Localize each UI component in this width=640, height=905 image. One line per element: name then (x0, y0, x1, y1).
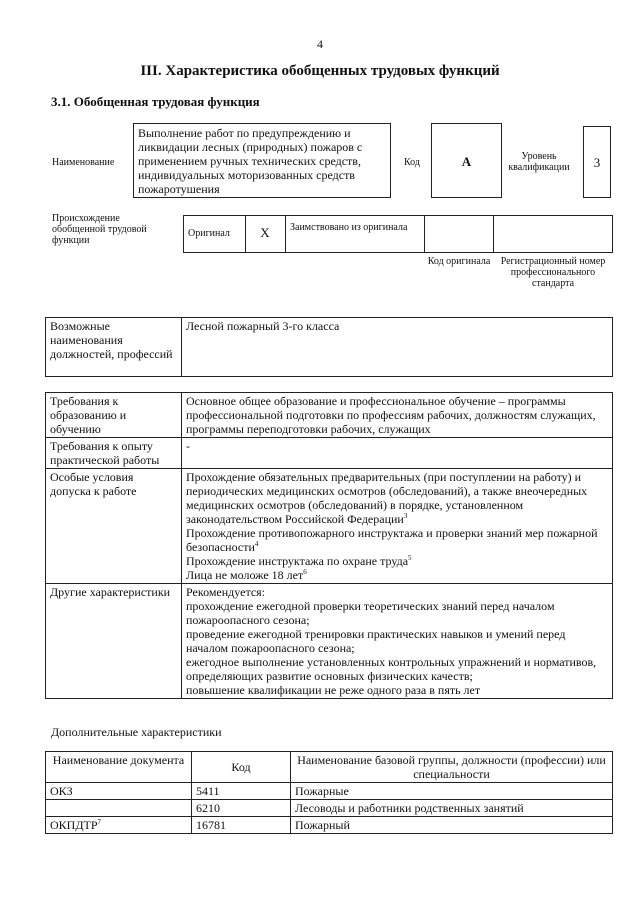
origin-label: Происхождение обобщенной трудовой функции (52, 213, 147, 246)
section-title: III. Характеристика обобщенных трудовых функций (140, 63, 500, 79)
level-label: Уровень квалификации (508, 151, 570, 173)
col-code-header: Код (192, 752, 291, 783)
original-label: Оригинал (188, 228, 230, 239)
conditions-cell (182, 469, 613, 584)
education-label: Требования к образованию и обучению (46, 393, 182, 438)
borrowed-label: Заимствовано из оригинала (290, 222, 408, 233)
code-original-caption: Код оригинала (427, 256, 491, 267)
name-value: Выполнение работ по предупреждению и ликвидации лесных (природных) пожаров с применением ручных технических средств, индивидуальных моторизованных средств пожаротушения (138, 126, 363, 196)
name-label: Наименование (52, 157, 115, 168)
other-cell (182, 584, 613, 699)
subsection-title: 3.1. Обобщенная трудовая функция (51, 94, 260, 109)
code-label: Код (404, 157, 420, 168)
experience-label: Требования к опыту практической работы (46, 438, 182, 469)
page-number: 4 (317, 37, 323, 51)
requirements-table (45, 392, 613, 699)
code-value: A (431, 123, 502, 198)
other-item: проведение ежегодной тренировки практических навыков и умений перед началом пожароопасного сезона; (186, 627, 566, 655)
table-row: ОКПДТР$^7$ 16781 Пожарный (46, 817, 613, 834)
other-item: повышение квалификации не реже одного раза в пять лет (186, 683, 481, 697)
table-row: 6210 Лесоводы и работники родственных занятий (46, 800, 613, 817)
table-row: ОКЗ 5411 Пожарные (46, 783, 613, 800)
col-name-header: Наименование базовой группы, должности (профессии) или специальности (291, 752, 613, 783)
additional-title: Дополнительные характеристики (51, 725, 222, 739)
divider (493, 215, 494, 253)
other-item: ежегодное выполнение установленных контрольных упражнений и нормативов, определяющих развитие основных физических качеств; (186, 655, 597, 683)
positions-value: Лесной пожарный 3-го класса (182, 318, 613, 377)
condition-item: Прохождение обязательных предварительных (при поступлении на работу) и периодических медицинских осмотров (обследований), а также внеочередных медицинских осмотров (обследований) в порядке, установленном законодательством Российской Федерации$^3$ (186, 470, 588, 526)
experience-value: - (182, 438, 613, 469)
condition-item: Прохождение противопожарного инструктажа и проверки знаний мер пожарной безопасности$^4$ (186, 526, 598, 554)
divider (285, 215, 286, 253)
other-item: Рекомендуется: (186, 585, 266, 599)
condition-item: Лица не моложе 18 лет$^6$ (186, 568, 307, 582)
level-value: 3 (583, 126, 611, 198)
condition-item: Прохождение инструктажа по охране труда$^5$ (186, 554, 412, 568)
original-mark: X (260, 225, 270, 240)
positions-table (45, 317, 613, 377)
other-item: прохождение ежегодной проверки теоретических знаний перед началом пожароопасного сезона; (186, 599, 555, 627)
education-value: Основное общее образование и профессиональное обучение – программы профессиональной подготовки по профессиям рабочих, должностям служащих, программы переподготовки рабочих, служащих (182, 393, 613, 438)
col-doc-header: Наименование документа (46, 752, 192, 783)
other-label: Другие характеристики (46, 584, 182, 699)
conditions-label: Особые условия допуска к работе (46, 469, 182, 584)
name-value-box (133, 123, 391, 198)
reg-number-caption: Регистрационный номер профессионального стандарта (500, 256, 606, 289)
positions-label: Возможные наименования должностей, профессий (46, 318, 182, 377)
divider (424, 215, 425, 253)
additional-table (45, 751, 613, 834)
